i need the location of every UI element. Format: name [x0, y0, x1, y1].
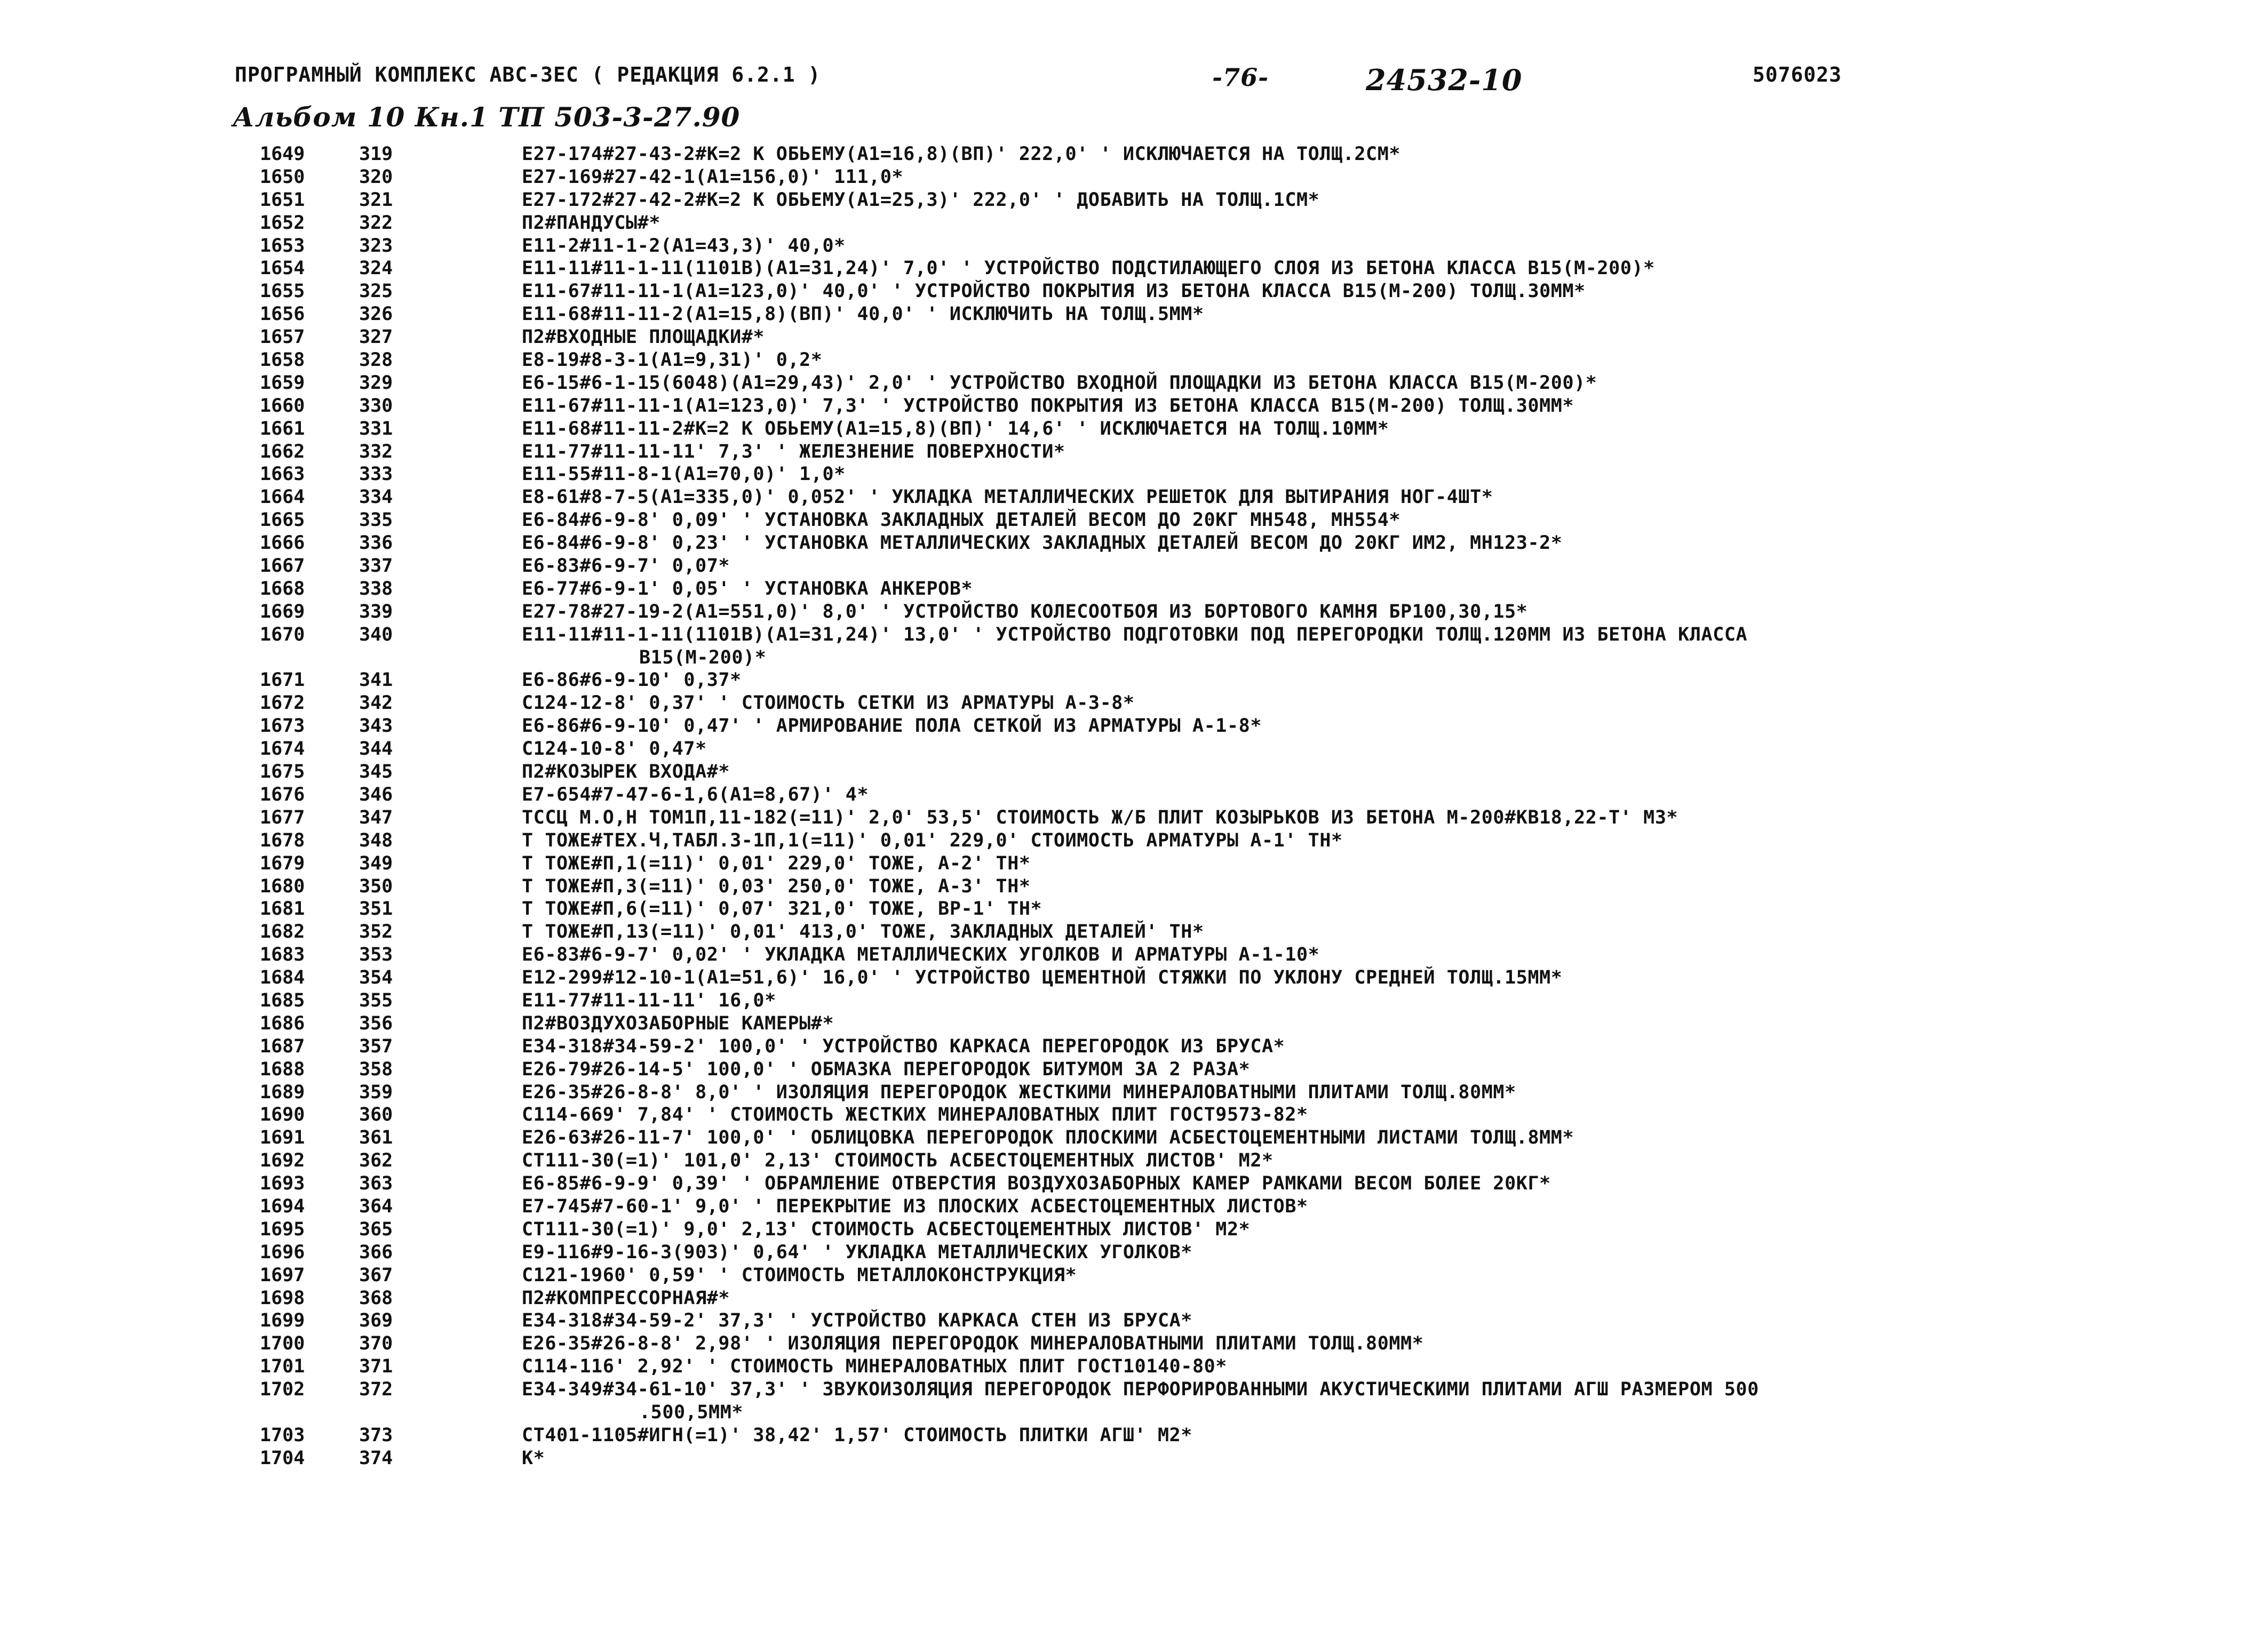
line-number: 1663: [260, 464, 305, 485]
entry-text: Т ТОЖЕ#ТЕХ.Ч,ТАБЛ.3-1П,1(=11)' 0,01' 229,0' СТОИМОСТЬ АРМАТУРЫ А-1' ТН*: [522, 829, 1343, 851]
entry-text: Е26-35#26-8-8' 8,0' ' ИЗОЛЯЦИЯ ПЕРЕГОРОДОК ЖЕСТКИМИ МИНЕРАЛОВАТНЫМИ ПЛИТАМИ ТОЛЩ.80ММ*: [522, 1081, 1516, 1103]
sequence-number: 370: [359, 1333, 393, 1355]
sequence-number: 321: [359, 189, 393, 211]
entry-text: Е34-318#34-59-2' 100,0' ' УСТРОЙСТВО КАРКАСА ПЕРЕГОРОДОК ИЗ БРУСА*: [522, 1035, 1285, 1057]
entry-text: Е6-84#6-9-8' 0,23' ' УСТАНОВКА МЕТАЛЛИЧЕСКИХ ЗАКЛАДНЫХ ДЕТАЛЕЙ ВЕСОМ ДО 20КГ ИМ2, МН123-2*: [522, 532, 1563, 554]
listing-row: [0, 784, 2268, 806]
entry-text: Е12-299#12-10-1(А1=51,6)' 16,0' ' УСТРОЙСТВО ЦЕМЕНТНОЙ СТЯЖКИ ПО УКЛОНУ СРЕДНЕЙ ТОЛЩ.15ММ*: [522, 967, 1563, 989]
entry-text: Е6-77#6-9-1' 0,05' ' УСТАНОВКА АНКЕРОВ*: [522, 578, 973, 600]
line-number: 1667: [260, 555, 305, 577]
page-header: [235, 63, 2209, 95]
entry-text: Е26-63#26-11-7' 100,0' ' ОБЛИЦОВКА ПЕРЕГОРОДОК ПЛОСКИМИ АСБЕСТОЦЕМЕНТНЫМИ ЛИСТАМИ ТОЛЩ.8ММ*: [522, 1127, 1574, 1149]
line-number: 1653: [260, 235, 305, 257]
entry-text: .500,5ММ*: [639, 1401, 744, 1423]
entry-text: Е11-55#11-8-1(А1=70,0)' 1,0*: [522, 464, 846, 485]
listing-row: [0, 486, 2268, 509]
line-number: 1689: [260, 1081, 305, 1103]
line-number: 1671: [260, 669, 305, 691]
sequence-number: 335: [359, 509, 393, 531]
line-number: 1676: [260, 784, 305, 805]
line-number: 1695: [260, 1218, 305, 1240]
line-number: 1702: [260, 1379, 305, 1401]
sequence-number: 323: [359, 235, 393, 257]
sequence-number: 334: [359, 486, 393, 508]
line-number: 1678: [260, 829, 305, 851]
listing-row: [0, 692, 2268, 715]
entry-text: С114-116' 2,92' ' СТОИМОСТЬ МИНЕРАЛОВАТНЫХ ПЛИТ ГОСТ10140-80*: [522, 1356, 1227, 1378]
entry-text: ТССЦ М.О,Н ТОМ1П,11-182(=11)' 2,0' 53,5' СТОИМОСТЬ Ж/Б ПЛИТ КОЗЫРЬКОВ ИЗ БЕТОНА М-200#КВ18,22-Т' М3*: [522, 806, 1678, 828]
entry-text: С124-12-8' 0,37' ' СТОИМОСТЬ СЕТКИ ИЗ АРМАТУРЫ А-3-8*: [522, 692, 1135, 714]
listing-row: [0, 1309, 2268, 1332]
listing-row: [0, 715, 2268, 738]
entry-text: Т ТОЖЕ#П,13(=11)' 0,01' 413,0' ТОЖЕ, ЗАКЛАДНЫХ ДЕТАЛЕЙ' ТН*: [522, 921, 1204, 943]
listing-row: [0, 1058, 2268, 1081]
entry-text: Е6-84#6-9-8' 0,09' ' УСТАНОВКА ЗАКЛАДНЫХ ДЕТАЛЕЙ ВЕСОМ ДО 20КГ МН548, МН554*: [522, 509, 1401, 531]
entry-text: Е8-19#8-3-1(А1=9,31)' 0,2*: [522, 349, 823, 371]
entry-text: СТ401-1105#ИГН(=1)' 38,42' 1,57' СТОИМОСТЬ ПЛИТКИ АГШ' М2*: [522, 1424, 1192, 1446]
sequence-number: 319: [359, 143, 393, 165]
listing-row: [0, 806, 2268, 829]
sequence-number: 361: [359, 1127, 393, 1149]
sequence-number: 331: [359, 418, 393, 440]
listing-row: [0, 303, 2268, 326]
sequence-number: 365: [359, 1218, 393, 1240]
entry-text: Е8-61#8-7-5(А1=335,0)' 0,052' ' УКЛАДКА МЕТАЛЛИЧЕСКИХ РЕШЕТОК ДЛЯ ВЫТИРАНИЯ НОГ-4ШТ*: [522, 486, 1493, 508]
line-number: 1673: [260, 715, 305, 737]
line-number: 1669: [260, 601, 305, 622]
sequence-number: 349: [359, 852, 393, 874]
listing-row: [0, 441, 2268, 464]
entry-text: П2#КОМПРЕССОРНАЯ#*: [522, 1287, 730, 1309]
line-number: 1698: [260, 1287, 305, 1309]
sequence-number: 332: [359, 441, 393, 462]
line-number: 1697: [260, 1264, 305, 1286]
listing-row: [0, 921, 2268, 944]
sequence-number: 337: [359, 555, 393, 577]
sequence-number: 367: [359, 1264, 393, 1286]
line-number: 1686: [260, 1012, 305, 1034]
line-number: 1660: [260, 395, 305, 417]
line-number: 1684: [260, 967, 305, 989]
sequence-number: 351: [359, 898, 393, 920]
entry-text: Е27-169#27-42-1(А1=156,0)' 111,0*: [522, 166, 904, 188]
listing-row: [0, 1264, 2268, 1287]
listing-row: [0, 1447, 2268, 1470]
listing-row-continuation: [0, 646, 2268, 669]
listing-row: [0, 1149, 2268, 1172]
document-code: 5076023: [1753, 63, 1842, 86]
sequence-number: 358: [359, 1058, 393, 1080]
listing-row: [0, 829, 2268, 852]
listing-row: [0, 578, 2268, 601]
entry-text: Е11-68#11-11-2#К=2 К ОБЬЕМУ(А1=15,8)(ВП)' 14,6' ' ИСКЛЮЧАЕТСЯ НА ТОЛЩ.10ММ*: [522, 418, 1389, 440]
sequence-number: 328: [359, 349, 393, 371]
sequence-number: 345: [359, 761, 393, 783]
line-number: 1650: [260, 166, 305, 188]
listing-row: [0, 1424, 2268, 1447]
entry-text: Е6-86#6-9-10' 0,37*: [522, 669, 742, 691]
line-number: 1666: [260, 532, 305, 554]
sequence-number: 373: [359, 1424, 393, 1446]
listing-row: [0, 1355, 2268, 1378]
entry-text: Т ТОЖЕ#П,3(=11)' 0,03' 250,0' ТОЖЕ, А-3' ТН*: [522, 875, 1031, 897]
line-number: 1655: [260, 281, 305, 302]
line-number: 1692: [260, 1150, 305, 1172]
listing-row: [0, 1081, 2268, 1104]
line-number: 1693: [260, 1173, 305, 1195]
listing-row: [0, 852, 2268, 875]
entry-text: С121-1960' 0,59' ' СТОИМОСТЬ МЕТАЛЛОКОНСТРУКЦИЯ*: [522, 1264, 1077, 1286]
entry-text: Е9-116#9-16-3(903)' 0,64' ' УКЛАДКА МЕТАЛЛИЧЕСКИХ УГОЛКОВ*: [522, 1241, 1192, 1263]
listing-row: [0, 944, 2268, 966]
line-number: 1668: [260, 578, 305, 600]
line-number: 1699: [260, 1310, 305, 1332]
listing-row: [0, 989, 2268, 1012]
line-number: 1664: [260, 486, 305, 508]
entry-text: Е6-86#6-9-10' 0,47' ' АРМИРОВАНИЕ ПОЛА СЕТКОЙ ИЗ АРМАТУРЫ А-1-8*: [522, 715, 1262, 737]
sequence-number: 360: [359, 1104, 393, 1126]
sequence-number: 363: [359, 1173, 393, 1195]
sequence-number: 350: [359, 875, 393, 897]
entry-text: Е11-2#11-1-2(А1=43,3)' 40,0*: [522, 235, 846, 257]
line-number: 1681: [260, 898, 305, 920]
listing-row: [0, 1172, 2268, 1195]
entry-text: Е34-349#34-61-10' 37,3' ' ЗВУКОИЗОЛЯЦИЯ ПЕРЕГОРОДОК ПЕРФОРИРОВАННЫМИ АКУСТИЧЕСКИМИ ПЛИТАМИ АГШ РАЗМЕРОМ 500: [522, 1379, 1759, 1401]
line-number: 1654: [260, 258, 305, 279]
line-number: 1677: [260, 806, 305, 828]
sequence-number: 326: [359, 303, 393, 325]
entry-text: Е11-67#11-11-1(А1=123,0)' 40,0' ' УСТРОЙСТВО ПОКРЫТИЯ ИЗ БЕТОНА КЛАССА В15(М-200) ТОЛЩ.30ММ*: [522, 281, 1586, 302]
entry-text: К*: [522, 1447, 545, 1469]
line-number: 1685: [260, 989, 305, 1011]
line-number: 1661: [260, 418, 305, 440]
program-title: ПРОГРАМНЫЙ КОМПЛЕКС АВС-ЗЕС ( РЕДАКЦИЯ 6.2.1 ): [235, 63, 821, 86]
page-mark: -76-: [1212, 63, 1269, 92]
sequence-number: 372: [359, 1379, 393, 1401]
entry-text: Е27-172#27-42-2#К=2 К ОБЬЕМУ(А1=25,3)' 222,0' ' ДОБАВИТЬ НА ТОЛЩ.1СМ*: [522, 189, 1320, 211]
listing-row: [0, 189, 2268, 212]
line-number: 1662: [260, 441, 305, 462]
entry-text: Е11-67#11-11-1(А1=123,0)' 7,3' ' УСТРОЙСТВО ПОКРЫТИЯ ИЗ БЕТОНА КЛАССА В15(М-200) ТОЛЩ.30ММ*: [522, 395, 1574, 417]
line-number: 1687: [260, 1035, 305, 1057]
line-number: 1659: [260, 372, 305, 394]
document-number: 24532-10: [1366, 63, 1523, 97]
sequence-number: 329: [359, 372, 393, 394]
entry-text: С124-10-8' 0,47*: [522, 738, 707, 760]
sequence-number: 339: [359, 601, 393, 622]
entry-text: Е11-77#11-11-11' 7,3' ' ЖЕЛЕЗНЕНИЕ ПОВЕРХНОСТИ*: [522, 441, 1065, 462]
line-number: 1658: [260, 349, 305, 371]
entry-text: П2#ВХОДНЫЕ ПЛОЩАДКИ#*: [522, 326, 765, 348]
entry-text: Е7-745#7-60-1' 9,0' ' ПЕРЕКРЫТИЕ ИЗ ПЛОСКИХ АСБЕСТОЦЕМЕНТНЫХ ЛИСТОВ*: [522, 1195, 1308, 1217]
listing-row: [0, 624, 2268, 646]
sequence-number: 369: [359, 1310, 393, 1332]
listing-row: [0, 555, 2268, 578]
sequence-number: 333: [359, 464, 393, 485]
sequence-number: 362: [359, 1150, 393, 1172]
entry-text: П2#КОЗЫРЕК ВХОДА#*: [522, 761, 730, 783]
sequence-number: 357: [359, 1035, 393, 1057]
sequence-number: 341: [359, 669, 393, 691]
line-number: 1704: [260, 1447, 305, 1469]
sequence-number: 374: [359, 1447, 393, 1469]
listing-row: [0, 1241, 2268, 1264]
sequence-number: 347: [359, 806, 393, 828]
estimate-listing: [0, 143, 2268, 1470]
line-number: 1700: [260, 1333, 305, 1355]
listing-row: [0, 326, 2268, 349]
sequence-number: 343: [359, 715, 393, 737]
line-number: 1696: [260, 1241, 305, 1263]
listing-row: [0, 966, 2268, 989]
sequence-number: 352: [359, 921, 393, 943]
entry-text: Е26-79#26-14-5' 100,0' ' ОБМАЗКА ПЕРЕГОРОДОК БИТУМОМ ЗА 2 РАЗА*: [522, 1058, 1251, 1080]
sequence-number: 320: [359, 166, 393, 188]
listing-row: [0, 463, 2268, 486]
sequence-number: 342: [359, 692, 393, 714]
line-number: 1683: [260, 944, 305, 966]
sequence-number: 366: [359, 1241, 393, 1263]
line-number: 1675: [260, 761, 305, 783]
line-number: 1665: [260, 509, 305, 531]
sequence-number: 338: [359, 578, 393, 600]
listing-row: [0, 875, 2268, 898]
entry-text: Е11-11#11-1-11(1101В)(А1=31,24)' 13,0' ' УСТРОЙСТВО ПОДГОТОВКИ ПОД ПЕРЕГОРОДКИ ТОЛЩ.120ММ ИЗ БЕТОНА КЛАССА: [522, 624, 1748, 645]
entry-text: Е6-83#6-9-7' 0,02' ' УКЛАДКА МЕТАЛЛИЧЕСКИХ УГОЛКОВ И АРМАТУРЫ А-1-10*: [522, 944, 1320, 966]
album-reference: Альбом 10 Кн.1 ТП 503-3-27.90: [233, 101, 741, 133]
entry-text: Т ТОЖЕ#П,6(=11)' 0,07' 321,0' ТОЖЕ, ВР-1' ТН*: [522, 898, 1043, 920]
line-number: 1694: [260, 1195, 305, 1217]
entry-text: В15(М-200)*: [639, 646, 767, 668]
listing-row: [0, 1195, 2268, 1218]
entry-text: Е34-318#34-59-2' 37,3' ' УСТРОЙСТВО КАРКАСА СТЕН ИЗ БРУСА*: [522, 1310, 1192, 1332]
listing-row: [0, 166, 2268, 189]
listing-row: [0, 349, 2268, 372]
sequence-number: 336: [359, 532, 393, 554]
line-number: 1679: [260, 852, 305, 874]
entry-text: П2#ВОЗДУХОЗАБОРНЫЕ КАМЕРЫ#*: [522, 1012, 834, 1034]
line-number: 1680: [260, 875, 305, 897]
line-number: 1649: [260, 143, 305, 165]
line-number: 1652: [260, 212, 305, 234]
sequence-number: 330: [359, 395, 393, 417]
listing-row: [0, 1104, 2268, 1126]
entry-text: Е11-11#11-1-11(1101В)(А1=31,24)' 7,0' ' УСТРОЙСТВО ПОДСТИЛАЮЩЕГО СЛОЯ ИЗ БЕТОНА КЛАССА В15(М-200)*: [522, 258, 1655, 279]
sequence-number: 325: [359, 281, 393, 302]
sequence-number: 371: [359, 1356, 393, 1378]
listing-row-continuation: [0, 1401, 2268, 1424]
entry-text: Е11-77#11-11-11' 16,0*: [522, 989, 776, 1011]
listing-row: [0, 761, 2268, 784]
listing-row: [0, 1012, 2268, 1035]
listing-row: [0, 418, 2268, 441]
listing-row: [0, 280, 2268, 303]
listing-row: [0, 212, 2268, 235]
line-number: 1701: [260, 1356, 305, 1378]
listing-row: [0, 1218, 2268, 1241]
sequence-number: 344: [359, 738, 393, 760]
listing-row: [0, 1287, 2268, 1310]
listing-row: [0, 1126, 2268, 1149]
line-number: 1691: [260, 1127, 305, 1149]
listing-row: [0, 143, 2268, 166]
sequence-number: 356: [359, 1012, 393, 1034]
line-number: 1703: [260, 1424, 305, 1446]
entry-text: Е11-68#11-11-2(А1=15,8)(ВП)' 40,0' ' ИСКЛЮЧИТЬ НА ТОЛЩ.5ММ*: [522, 303, 1204, 325]
entry-text: Е26-35#26-8-8' 2,98' ' ИЗОЛЯЦИЯ ПЕРЕГОРОДОК МИНЕРАЛОВАТНЫМИ ПЛИТАМИ ТОЛЩ.80ММ*: [522, 1333, 1424, 1355]
sequence-number: 322: [359, 212, 393, 234]
entry-text: СТ111-30(=1)' 9,0' 2,13' СТОИМОСТЬ АСБЕСТОЦЕМЕНТНЫХ ЛИСТОВ' М2*: [522, 1218, 1251, 1240]
listing-row: [0, 532, 2268, 555]
sequence-number: 340: [359, 624, 393, 645]
sequence-number: 355: [359, 989, 393, 1011]
listing-row: [0, 395, 2268, 418]
sequence-number: 354: [359, 967, 393, 989]
line-number: 1682: [260, 921, 305, 943]
listing-row: [0, 669, 2268, 692]
listing-row: [0, 257, 2268, 280]
line-number: 1690: [260, 1104, 305, 1126]
listing-row: [0, 235, 2268, 258]
sequence-number: 353: [359, 944, 393, 966]
line-number: 1670: [260, 624, 305, 645]
listing-row: [0, 898, 2268, 921]
entry-text: С114-669' 7,84' ' СТОИМОСТЬ ЖЕСТКИХ МИНЕРАЛОВАТНЫХ ПЛИТ ГОСТ9573-82*: [522, 1104, 1308, 1126]
sequence-number: 364: [359, 1195, 393, 1217]
entry-text: СТ111-30(=1)' 101,0' 2,13' СТОИМОСТЬ АСБЕСТОЦЕМЕНТНЫХ ЛИСТОВ' М2*: [522, 1150, 1274, 1172]
entry-text: Е6-83#6-9-7' 0,07*: [522, 555, 730, 577]
listing-row: [0, 509, 2268, 532]
line-number: 1657: [260, 326, 305, 348]
entry-text: Е6-85#6-9-9' 0,39' ' ОБРАМЛЕНИЕ ОТВЕРСТИЯ ВОЗДУХОЗАБОРНЫХ КАМЕР РАМКАМИ ВЕСОМ БОЛЕЕ 20КГ*: [522, 1173, 1551, 1195]
listing-row: [0, 1378, 2268, 1401]
line-number: 1651: [260, 189, 305, 211]
listing-row: [0, 372, 2268, 395]
sequence-number: 368: [359, 1287, 393, 1309]
entry-text: Т ТОЖЕ#П,1(=11)' 0,01' 229,0' ТОЖЕ, А-2' ТН*: [522, 852, 1031, 874]
listing-row: [0, 1332, 2268, 1355]
entry-text: Е27-78#27-19-2(А1=551,0)' 8,0' ' УСТРОЙСТВО КОЛЕСООТБОЯ ИЗ БОРТОВОГО КАМНЯ БР100,30,15*: [522, 601, 1528, 622]
entry-text: Е27-174#27-43-2#К=2 К ОБЬЕМУ(А1=16,8)(ВП)' 222,0' ' ИСКЛЮЧАЕТСЯ НА ТОЛЩ.2СМ*: [522, 143, 1401, 165]
listing-row: [0, 1035, 2268, 1058]
line-number: 1656: [260, 303, 305, 325]
entry-text: Е6-15#6-1-15(6048)(А1=29,43)' 2,0' ' УСТРОЙСТВО ВХОДНОЙ ПЛОЩАДКИ ИЗ БЕТОНА КЛАССА В15(М-200)*: [522, 372, 1597, 394]
sequence-number: 348: [359, 829, 393, 851]
line-number: 1672: [260, 692, 305, 714]
sequence-number: 359: [359, 1081, 393, 1103]
sequence-number: 346: [359, 784, 393, 805]
line-number: 1674: [260, 738, 305, 760]
entry-text: Е7-654#7-47-6-1,6(А1=8,67)' 4*: [522, 784, 869, 805]
sequence-number: 327: [359, 326, 393, 348]
listing-row: [0, 738, 2268, 761]
sequence-number: 324: [359, 258, 393, 279]
line-number: 1688: [260, 1058, 305, 1080]
entry-text: П2#ПАНДУСЫ#*: [522, 212, 661, 234]
listing-row: [0, 601, 2268, 624]
